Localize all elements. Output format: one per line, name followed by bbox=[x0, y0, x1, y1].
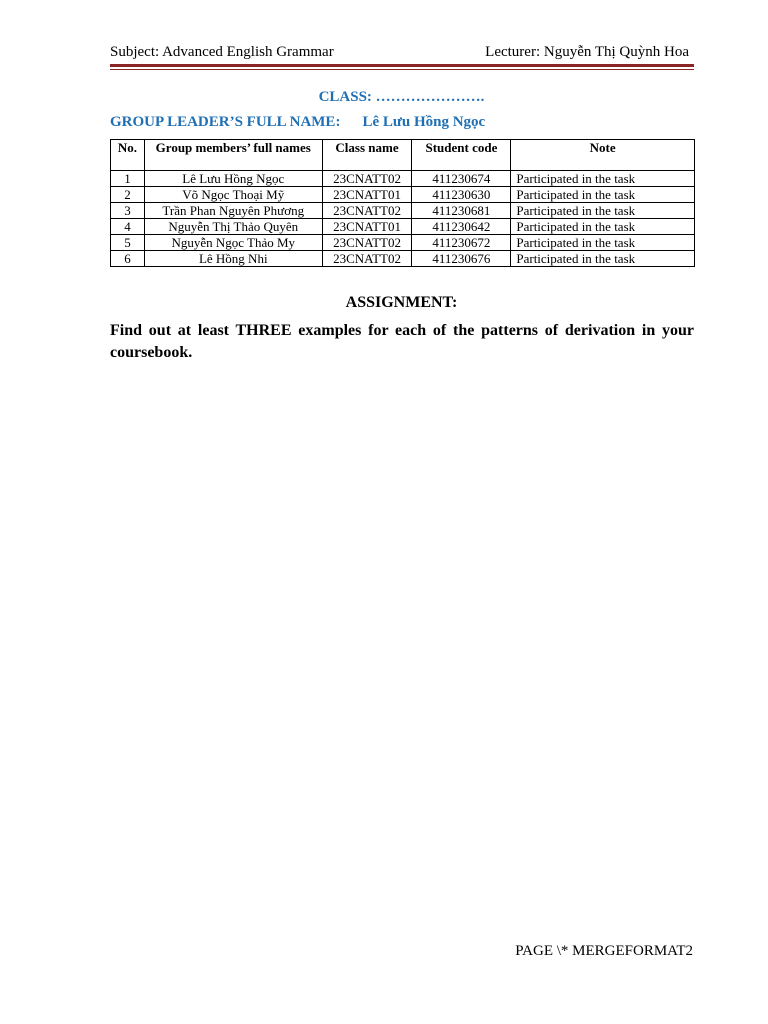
cell-name: Võ Ngọc Thoại Mỹ bbox=[144, 187, 322, 203]
group-leader-line bbox=[110, 114, 485, 131]
cell-name: Nguyễn Ngọc Thảo My bbox=[144, 235, 322, 251]
cell-note: Participated in the task bbox=[511, 203, 695, 219]
page-footer: PAGE \* MERGEFORMAT2 bbox=[515, 943, 693, 959]
cell-no: 4 bbox=[111, 219, 145, 235]
table-row bbox=[111, 171, 695, 187]
cell-no: 3 bbox=[111, 203, 145, 219]
header-subject: Subject: Advanced English Grammar bbox=[110, 44, 334, 60]
table-row bbox=[111, 235, 695, 251]
group-leader-label: GROUP LEADER’S FULL NAME: bbox=[110, 114, 341, 130]
header-rule-thick bbox=[110, 64, 694, 67]
cell-class: 23CNATT01 bbox=[322, 187, 412, 203]
table-header-row bbox=[111, 140, 695, 171]
cell-name: Trần Phan Nguyên Phương bbox=[144, 203, 322, 219]
cell-code: 411230676 bbox=[412, 251, 511, 267]
cell-code: 411230672 bbox=[412, 235, 511, 251]
header-note: Note bbox=[511, 140, 695, 171]
cell-note: Participated in the task bbox=[511, 187, 695, 203]
header-class-name: Class name bbox=[322, 140, 412, 171]
header-lecturer: Lecturer: Nguyễn Thị Quỳnh Hoa bbox=[485, 44, 689, 60]
header-no: No. bbox=[111, 140, 145, 171]
class-line: CLASS: …………………. bbox=[318, 89, 485, 105]
cell-note: Participated in the task bbox=[511, 251, 695, 267]
cell-no: 2 bbox=[111, 187, 145, 203]
cell-name: Nguyễn Thị Thảo Quyên bbox=[144, 219, 322, 235]
assignment-title: ASSIGNMENT: bbox=[345, 294, 458, 311]
cell-code: 411230681 bbox=[412, 203, 511, 219]
table-row bbox=[111, 219, 695, 235]
table-row bbox=[111, 251, 695, 267]
table-row bbox=[111, 187, 695, 203]
cell-note: Participated in the task bbox=[511, 171, 695, 187]
cell-name: Lê Hồng Nhi bbox=[144, 251, 322, 267]
table-row bbox=[111, 203, 695, 219]
page-header bbox=[110, 42, 694, 64]
header-member-names: Group members’ full names bbox=[144, 140, 322, 171]
cell-code: 411230642 bbox=[412, 219, 511, 235]
cell-class: 23CNATT02 bbox=[322, 251, 412, 267]
cell-no: 5 bbox=[111, 235, 145, 251]
cell-code: 411230674 bbox=[412, 171, 511, 187]
cell-code: 411230630 bbox=[412, 187, 511, 203]
cell-no: 6 bbox=[111, 251, 145, 267]
cell-class: 23CNATT01 bbox=[322, 219, 412, 235]
members-table bbox=[110, 139, 695, 267]
cell-note: Participated in the task bbox=[511, 235, 695, 251]
cell-note: Participated in the task bbox=[511, 219, 695, 235]
cell-name: Lê Lưu Hồng Ngọc bbox=[144, 171, 322, 187]
cell-class: 23CNATT02 bbox=[322, 203, 412, 219]
cell-class: 23CNATT02 bbox=[322, 235, 412, 251]
cell-class: 23CNATT02 bbox=[322, 171, 412, 187]
header-rule-thin bbox=[110, 69, 694, 70]
assignment-text: Find out at least THREE examples for each of the patterns of derivation in your coursebook. bbox=[110, 322, 694, 361]
group-leader-name: Lê Lưu Hồng Ngọc bbox=[362, 114, 486, 130]
header-student-code: Student code bbox=[412, 140, 511, 171]
cell-no: 1 bbox=[111, 171, 145, 187]
